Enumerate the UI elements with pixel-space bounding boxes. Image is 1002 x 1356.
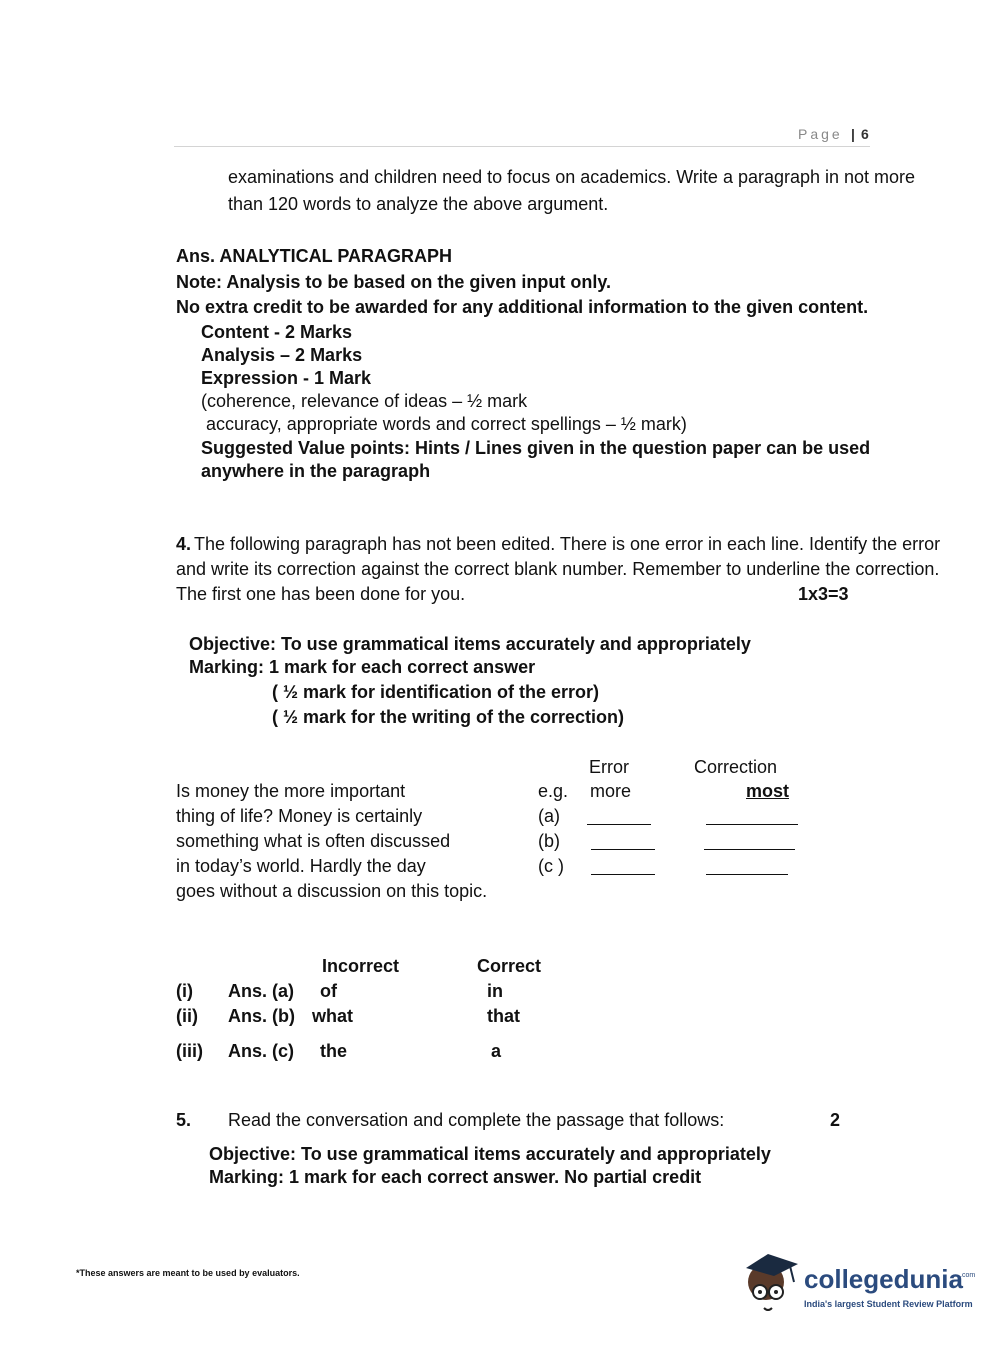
coherence-line: (coherence, relevance of ideas – ½ mark (201, 391, 528, 411)
answer-number: (ii) (176, 1006, 198, 1026)
correction-blank-b (704, 849, 795, 850)
row-label-eg: e.g. (538, 781, 569, 801)
q4-marking: Marking: 1 mark for each correct answer (189, 657, 536, 677)
q4-line-2: and write its correction against the correct blank number. Remember to underline the correction. (176, 559, 940, 579)
answer-label: Ans. (c) (228, 1041, 295, 1061)
accuracy-line: accuracy, appropriate words and correct spellings – ½ mark) (206, 414, 687, 434)
answer-title: Ans. ANALYTICAL PARAGRAPH (176, 246, 453, 266)
passage-line: in today’s world. Hardly the day (176, 856, 426, 876)
correction-column-header: Correction (694, 757, 778, 777)
example-error: more (590, 781, 632, 801)
answer-number: (iii) (176, 1041, 203, 1061)
answer-incorrect: of (320, 981, 337, 1001)
q5-marks: 2 (830, 1110, 841, 1130)
row-label-a: (a) (538, 806, 560, 826)
error-blank-a (587, 824, 651, 825)
answer-incorrect: what (312, 1006, 354, 1026)
q4-line-3: The first one has been done for you. (176, 584, 466, 604)
example-correction: most (746, 781, 790, 801)
q4-marks: 1x3=3 (798, 584, 849, 604)
q4-line-1: The following paragraph has not been edited. There is one error in each line. Identify the error (194, 534, 941, 554)
value-points-line-1: Suggested Value points: Hints / Lines given in the question paper can be used (201, 438, 871, 458)
q5-number: 5. (176, 1110, 192, 1130)
answer-correct: that (487, 1006, 520, 1026)
collegedunia-tagline: India's largest Student Review Platform (804, 1299, 973, 1309)
value-points-line-2: anywhere in the paragraph (201, 461, 431, 481)
passage-line: something what is often discussed (176, 831, 451, 851)
row-label-b: (b) (538, 831, 560, 851)
correction-blank-a (706, 824, 798, 825)
content-marks: Content - 2 Marks (201, 322, 353, 342)
row-label-c: (c ) (538, 856, 564, 876)
error-column-header: Error (589, 757, 629, 777)
answer-incorrect: the (320, 1041, 347, 1061)
passage-line: thing of life? Money is certainly (176, 806, 423, 826)
answers-header-correct: Correct (477, 956, 542, 976)
error-blank-c (591, 874, 655, 875)
answer-label: Ans. (b) (228, 1006, 295, 1026)
q4-number: 4. (176, 534, 192, 554)
page-label: Page (798, 126, 843, 142)
intro-line-1: examinations and children need to focus on academics. Write a paragraph in not more (228, 167, 916, 187)
q5-objective: Objective: To use grammatical items accurately and appropriately (209, 1144, 771, 1164)
answer-correct: in (487, 981, 503, 1001)
answers-header-incorrect: Incorrect (322, 956, 400, 976)
page-separator: | (851, 126, 855, 142)
answer-number: (i) (176, 981, 193, 1001)
q5-text: Read the conversation and complete the passage that follows: (228, 1110, 725, 1130)
answer-label: Ans. (a) (228, 981, 295, 1001)
q5-marking: Marking: 1 mark for each correct answer. No partial credit (209, 1167, 702, 1187)
q4-half-identification: ( ½ mark for identification of the error) (272, 682, 600, 702)
answer-correct: a (491, 1041, 502, 1061)
note-line-2: No extra credit to be awarded for any additional information to the given content. (176, 297, 869, 317)
evaluator-footnote: *These answers are meant to be used by evaluators. (76, 1268, 300, 1278)
q4-half-correction: ( ½ mark for the writing of the correction) (272, 707, 625, 727)
note-line-1: Note: Analysis to be based on the given input only. (176, 272, 612, 292)
expression-marks: Expression - 1 Mark (201, 368, 372, 388)
page-number: 6 (861, 126, 869, 142)
collegedunia-logo-text: collegedunia (804, 1264, 963, 1294)
header-rule (174, 146, 870, 147)
intro-line-2: than 120 words to analyze the above argument. (228, 194, 609, 214)
passage-line: goes without a discussion on this topic. (176, 881, 488, 901)
passage-line: Is money the more important (176, 781, 406, 801)
analysis-marks: Analysis – 2 Marks (201, 345, 363, 365)
error-blank-b (591, 849, 655, 850)
q4-objective: Objective: To use grammatical items accurately and appropriately (189, 634, 751, 654)
collegedunia-mascot-icon (740, 1246, 806, 1318)
logo-dot-com: .com (960, 1272, 976, 1279)
correction-blank-c (706, 874, 788, 875)
